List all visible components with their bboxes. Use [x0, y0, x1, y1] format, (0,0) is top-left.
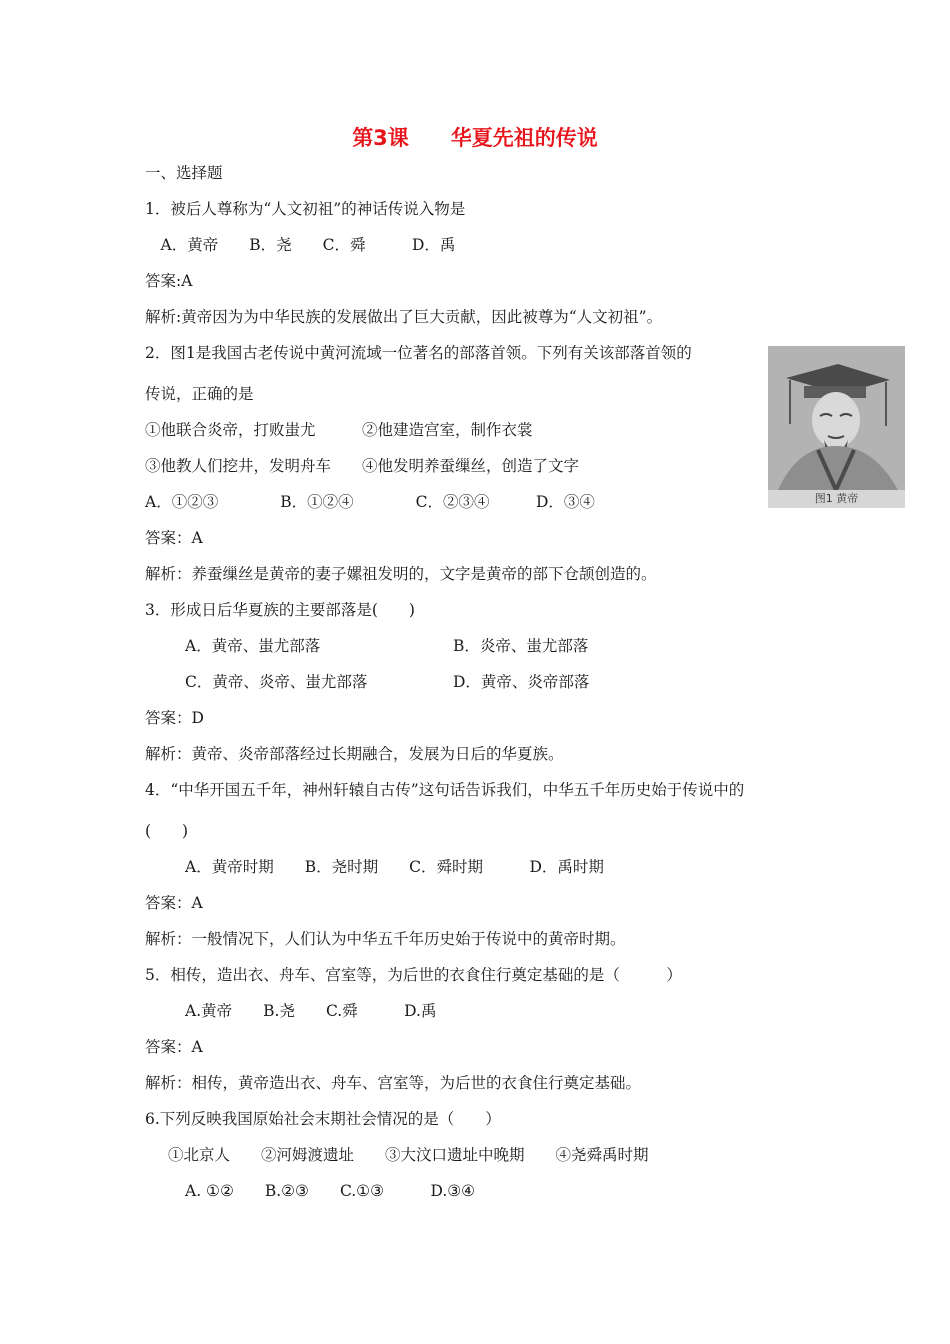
q1-stem: 1．被后人尊称为“人文初祖”的神话传说入物是	[145, 200, 466, 218]
q6-options: A. ①② B.②③ C.①③ D.③④	[185, 1182, 476, 1200]
q6-items: ①北京人 ②河姆渡遗址 ③大汶口遗址中晚期 ④尧舜禹时期	[168, 1146, 649, 1164]
q4-options: A．黄帝时期 B．尧时期 C．舜时期 D．禹时期	[185, 858, 604, 876]
q1-answer: 答案:A	[145, 272, 193, 290]
q4-analysis: 解析：一般情况下，人们认为中华五千年历史始于传说中的黄帝时期。	[145, 930, 626, 948]
q4-stem-line1: 4．“中华开国五千年，神州轩辕自古传”这句话告诉我们，中华五千年历史始于传说中的	[145, 781, 745, 799]
page-title: 第3课 华夏先祖的传说	[352, 126, 598, 150]
q3-option-c: C．黄帝、炎帝、蚩尤部落	[185, 673, 368, 691]
q2-item-2: ③他教人们挖井，发明舟车 ④他发明养蚕缫丝，创造了文字	[145, 457, 580, 475]
q1-analysis: 解析:黄帝因为为中华民族的发展做出了巨大贡献，因此被尊为“人文初祖”。	[145, 308, 663, 326]
q3-option-d: D．黄帝、炎帝部落	[453, 673, 590, 691]
q5-options: A.黄帝 B.尧 C.舜 D.禹	[185, 1002, 437, 1020]
q2-answer: 答案：A	[145, 529, 203, 547]
q5-answer: 答案：A	[145, 1038, 203, 1056]
q2-stem-line1: 2．图1是我国古老传说中黄河流域一位著名的部落首领。下列有关该部落首领的	[145, 344, 692, 362]
q3-analysis: 解析：黄帝、炎帝部落经过长期融合，发展为日后的华夏族。	[145, 745, 564, 763]
q2-stem-line2: 传说，正确的是	[145, 385, 254, 403]
q2-options: A．①②③ B．①②④ C．②③④ D．③④	[145, 493, 595, 511]
q5-stem: 5．相传，造出衣、舟车、宫室等，为后世的衣食住行奠定基础的是（ ）	[145, 966, 682, 984]
section-heading: 一、选择题	[145, 164, 223, 182]
q4-answer: 答案：A	[145, 894, 203, 912]
q3-option-a: A．黄帝、蚩尤部落	[185, 637, 321, 655]
huangdi-figure	[768, 346, 905, 508]
q5-analysis: 解析：相传，黄帝造出衣、舟车、宫室等，为后世的衣食住行奠定基础。	[145, 1074, 642, 1092]
q6-stem: 6.下列反映我国原始社会末期社会情况的是（ ）	[145, 1110, 501, 1128]
q3-option-b: B．炎帝、蚩尤部落	[453, 637, 589, 655]
q3-answer: 答案：D	[145, 709, 204, 727]
q3-stem: 3．形成日后华夏族的主要部落是( )	[145, 601, 415, 619]
q4-stem-line2: ( )	[145, 822, 189, 840]
figure-caption: 图1 黄帝	[768, 490, 905, 508]
q2-item-1: ①他联合炎帝，打败蚩尤 ②他建造宫室，制作衣裳	[145, 421, 533, 439]
huangdi-portrait-image	[768, 346, 905, 508]
q2-analysis: 解析：养蚕缫丝是黄帝的妻子嫘祖发明的，文字是黄帝的部下仓颉创造的。	[145, 565, 657, 583]
q1-options: A．黄帝 B．尧 C．舜 D．禹	[145, 236, 456, 254]
